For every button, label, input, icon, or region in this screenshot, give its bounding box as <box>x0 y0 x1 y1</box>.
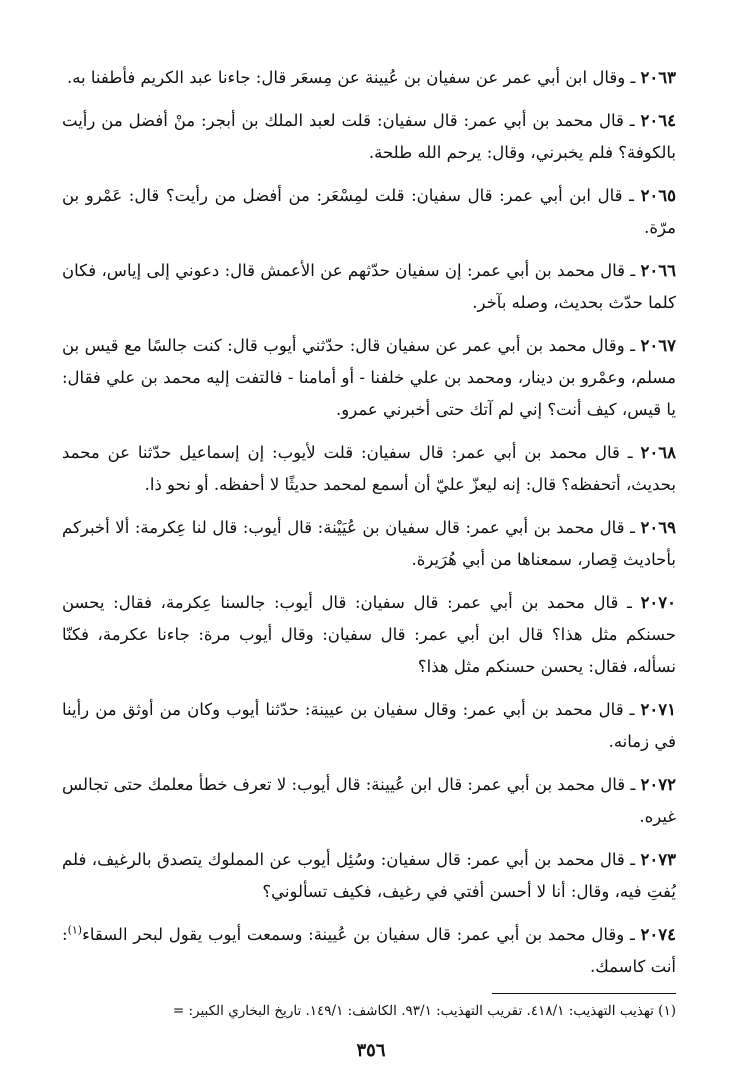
entry-2065: ٢٠٦٥ ـ قال ابن أبي عمر: قال سفيان: قلت لمِسْعَر: من أفضل من رأيت؟ قال: عَمْرو بن مرّة. <box>62 186 677 237</box>
entry-2063: ٢٠٦٣ ـ وقال ابن أبي عمر عن سفيان بن عُيينة عن مِسعَر قال: جاءنا عبد الكريم فأطفنا به. <box>66 68 676 87</box>
entry-text: قال محمد بن أبي عمر: قال سفيان: قال أيوب: جالسنا عِكرمة، فقال: يحسن حسنكم مثل هذا؟ قال ابن أبي عمر: قال سفيان: وقال أيوب مرة: جاءنا عكرمة، فكنّا نسأله، فقال: يحسن حسنكم مثل هذا؟ <box>62 593 676 676</box>
entry-number: ٢٠٧٤ <box>640 925 676 944</box>
entry-text-end: : أنت كاسمك. <box>62 925 676 976</box>
entry-text: وقال محمد بن أبي عمر عن سفيان قال: حدّثني أيوب قال: كنت جالسًا مع قيس بن مسلم، وعمْرو بن دينار، ومحمد بن علي خلفنا - أو أمامنا - فالتفت إليه محمد بن علي فقال: يا قيس، كيف أنت؟ إني لم آتك حتى أخبرني عمرو. <box>62 336 676 419</box>
entry-text: وقال ابن أبي عمر عن سفيان بن عُيينة عن مِسعَر قال: جاءنا عبد الكريم فأطفنا به. <box>66 68 626 87</box>
entry-text: وقال محمد بن أبي عمر: قال سفيان بن عُيينة: وسمعت أيوب يقول لبحر السقاء <box>82 925 625 944</box>
footnote-divider <box>492 993 676 994</box>
entry-number: ٢٠٦٧ <box>640 336 676 355</box>
entry-text: قال محمد بن أبي عمر: قال سفيان بن عُيَيْنة: قال أيوب: قال لنا عِكرمة: ألا أخبركم بأحاديث قِصار، سمعناها من أبي هُرَيرة. <box>62 518 676 569</box>
footnote-reference: (١) <box>67 923 83 937</box>
entry-text: قال محمد بن أبي عمر: إن سفيان حدّثهم عن الأعمش قال: دعوني إلى إياس، فكان كلما حدّث بحديث، وصله بآخر. <box>62 261 676 312</box>
entry-2066: ٢٠٦٦ ـ قال محمد بن أبي عمر: إن سفيان حدّثهم عن الأعمش قال: دعوني إلى إياس، فكان كلما حدّث بحديث، وصله بآخر. <box>62 261 676 312</box>
entry-text: قال محمد بن أبي عمر: قال ابن عُيينة: قال أيوب: لا تعرف خطأ معلمك حتى تجالس غيره. <box>62 775 676 826</box>
entry-2068: ٢٠٦٨ ـ قال محمد بن أبي عمر: قال سفيان: قلت لأيوب: إن إسماعيل حدّثنا عن محمد بحديث، أتحفظه؟ قال: إنه ليعزّ عليّ أن أسمع لمحمد حديثًا لا أحفظه. أو نحو ذا. <box>62 443 676 494</box>
entry-2067: ٢٠٦٧ ـ وقال محمد بن أبي عمر عن سفيان قال: حدّثني أيوب قال: كنت جالسًا مع قيس بن مسلم، وعمْرو بن دينار، ومحمد بن علي خلفنا - أو أمامنا - فالتفت إليه محمد بن علي فقال: يا قيس، كيف أنت؟ إني لم آتك حتى أخبرني عمرو. <box>62 336 676 419</box>
entry-2072: ٢٠٧٢ ـ قال محمد بن أبي عمر: قال ابن عُيينة: قال أيوب: لا تعرف خطأ معلمك حتى تجالس غيره. <box>62 775 676 826</box>
entry-2071: ٢٠٧١ ـ قال محمد بن أبي عمر: وقال سفيان بن عيينة: حدّثنا أيوب وكان من أوثق من رأينا في زمانه. <box>62 700 676 751</box>
entry-number: ٢٠٧٢ <box>640 775 676 794</box>
entry-2073: ٢٠٧٣ ـ قال محمد بن أبي عمر: قال سفيان: وسُئِل أيوب عن المملوك يتصدق بالرغيف، فلم يُفتِ فيه، وقال: أنا لا أحسن أفتي في رغيف، فكيف تسألوني؟ <box>62 850 676 901</box>
entry-2074: ٢٠٧٤ ـ وقال محمد بن أبي عمر: قال سفيان بن عُيينة: وسمعت أيوب يقول لبحر السقاء$^{(١)}$: أنت كاسمك. <box>62 923 676 976</box>
entry-number: ٢٠٦٤ <box>640 111 676 130</box>
entry-text: قال محمد بن أبي عمر: قال سفيان: قلت لأيوب: إن إسماعيل حدّثنا عن محمد بحديث، أتحفظه؟ قال: إنه ليعزّ عليّ أن أسمع لمحمد حديثًا لا أحفظه. أو نحو ذا. <box>62 443 676 494</box>
entry-2064: ٢٠٦٤ ـ قال محمد بن أبي عمر: قال سفيان: قلت لعبد الملك بن أبجر: منْ أفضل من رأيت بالكوفة؟ فلم يخبرني، وقال: يرحم الله طلحة. <box>62 111 676 162</box>
entry-number: ٢٠٦٦ <box>640 261 676 280</box>
entry-2070: ٢٠٧٠ ـ قال محمد بن أبي عمر: قال سفيان: قال أيوب: جالسنا عِكرمة، فقال: يحسن حسنكم مثل هذا؟ قال ابن أبي عمر: قال سفيان: وقال أيوب مرة: جاءنا عكرمة، فكنّا نسأله، فقال: يحسن حسنكم مثل هذا؟ <box>62 593 677 676</box>
entry-number: ٢٠٦٣ <box>640 68 676 87</box>
entry-text: قال ابن أبي عمر: قال سفيان: قلت لمِسْعَر: من أفضل من رأيت؟ قال: عَمْرو بن مرّة. <box>62 186 676 237</box>
entry-number: ٢٠٦٥ <box>640 186 677 205</box>
entry-number: ٢٠٦٨ <box>640 443 676 462</box>
entry-number: ٢٠٧٠ <box>640 593 677 612</box>
page-number: ٣٥٦ <box>356 1040 386 1061</box>
entry-number: ٢٠٦٩ <box>640 518 676 537</box>
entry-number: ٢٠٧٣ <box>640 850 676 869</box>
entry-text: قال محمد بن أبي عمر: وقال سفيان بن عيينة: حدّثنا أيوب وكان من أوثق من رأينا في زمانه. <box>62 700 676 751</box>
entry-2069: ٢٠٦٩ ـ قال محمد بن أبي عمر: قال سفيان بن عُيَيْنة: قال أيوب: قال لنا عِكرمة: ألا أخبركم بأحاديث قِصار، سمعناها من أبي هُرَيرة. <box>62 518 676 569</box>
footnote: (١) تهذيب التهذيب: ٤١٨/١. تقريب التهذيب: ٩٣/١. الكاشف: ١٤٩/١. تاريخ البخاري الكبير: = <box>172 1003 676 1019</box>
entry-number: ٢٠٧١ <box>640 700 676 719</box>
entry-text: قال محمد بن أبي عمر: قال سفيان: قلت لعبد الملك بن أبجر: منْ أفضل من رأيت بالكوفة؟ فلم يخبرني، وقال: يرحم الله طلحة. <box>62 111 676 162</box>
entry-text: قال محمد بن أبي عمر: قال سفيان: وسُئِل أيوب عن المملوك يتصدق بالرغيف، فلم يُفتِ فيه، وقال: أنا لا أحسن أفتي في رغيف، فكيف تسألوني؟ <box>62 850 676 901</box>
